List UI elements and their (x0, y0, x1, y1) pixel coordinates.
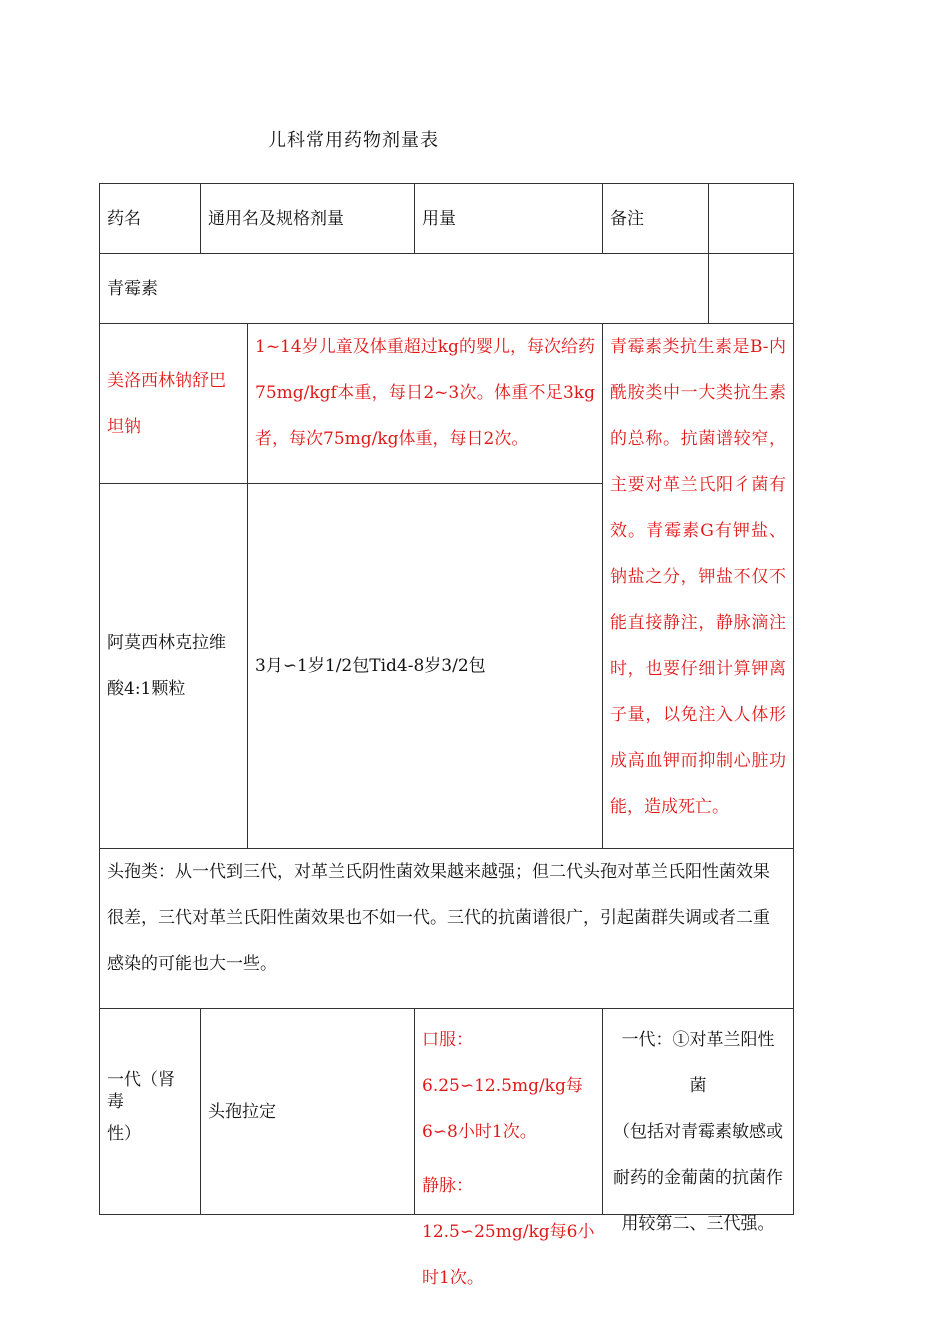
drug-cefradine: 头孢拉定 (200, 1008, 415, 1215)
dosage-amoxicillin: 3月∽1岁1/2包Tid4-8岁3/2包 (247, 483, 603, 849)
dosage-mezlocillin: 1~14岁儿童及体重超过kg的婴儿，每次给药75mg/kgf本重，每日2~3次。体重不足3kg者，每次75mg/kg体重，每日2次。 (247, 323, 603, 484)
header-dosage: 用量 (414, 183, 603, 254)
note-cephalosporin: 头孢类：从一代到三代，对革兰氏阴性菌效果越来越强；但二代头孢对革兰氏阳性菌效果很差，三代对革兰氏阳性菌效果也不如一代。三代的抗菌谱很广，引起菌群失调或者二重感染的可能也大一些。 (99, 848, 794, 1009)
header-extra (708, 183, 794, 254)
dosage-cefradine: 口服：6.25∽12.5mg/kg每6∽8小时1次。 静脉：12.5∽25mg/kg每6小时1次。 (414, 1008, 603, 1215)
drug-name-amoxicillin: 阿莫西林克拉维酸4:1颗粒 (99, 483, 248, 849)
dosage-table (99, 183, 794, 1288)
header-drug-name: 药名 (99, 183, 201, 254)
section-penicillin-extra (708, 253, 794, 324)
drug-name-mezlocillin: 美洛西林钠舒巴坦钠 (99, 323, 248, 484)
header-generic-spec: 通用名及规格剂量 (200, 183, 415, 254)
page-title: 儿科常用药物剂量表 (268, 130, 439, 151)
header-remarks: 备注 (602, 183, 709, 254)
first-gen-label: 一代（肾 毒 性） (99, 1008, 201, 1215)
section-penicillin: 青霉素 (99, 253, 709, 324)
remark-first-gen: 一代：①对革兰阳性 菌 （包括对青霉素敏感或耐药的金葡菌的抗菌作用较第二、三代强。 (602, 1008, 794, 1215)
remark-penicillin: 青霉素类抗生素是B-内酰胺类中一大类抗生素的总称。抗菌谱较窄，主要对革兰氏阳彳菌有效。青霉素G有钾盐、钠盐之分，钾盐不仅不能直接静注，静脉滴注时，也要仔细计算钾离子量，以免注入人体形成高血钾而抑制心脏功能，造成死亡。 (602, 323, 794, 849)
